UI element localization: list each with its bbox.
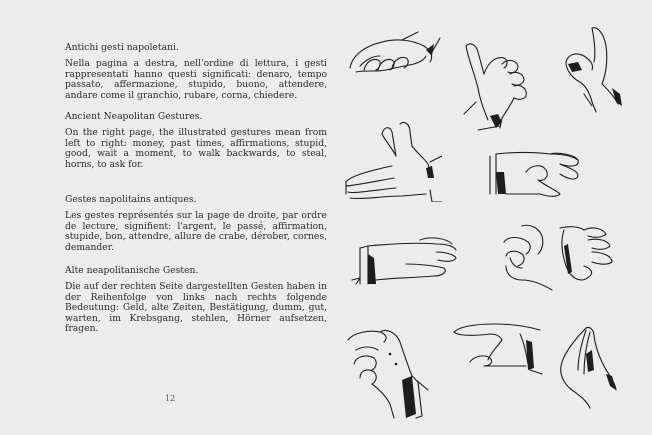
hand-horns-icon: [450, 320, 550, 382]
section-heading: Alte neapolitanische Gesten.: [65, 265, 199, 276]
hand-affirmation-icon: [562, 24, 632, 114]
section-french: [65, 194, 327, 253]
section-body: Les gestes représentés sur la page de droite, par ordre de lecture, signifient: l'argent, le passé, affirmation, stupide, bon, attendre, allure de crabe, dérober, cornes, demander.: [65, 210, 327, 253]
hand-ask-icon: [556, 326, 620, 410]
section-heading: Gestes napolitains antiques.: [65, 194, 197, 205]
section-italian: [65, 42, 327, 101]
section-heading: Antichi gesti napoletani.: [65, 42, 179, 53]
section-body: Die auf der rechten Seite dargestellten Gesten haben in der Reihenfolge von links nach rechts folgende Bedeutung: Geld, alte Zeiten, Bestätigung, dumm, gut, warten, im Krebsgang, stehlen, Hörner aufsetzen, fragen.: [65, 281, 327, 335]
section-body: Nella pagina a destra, nell'ordine di lettura, i gesti rappresentati hanno questi significati: denaro, tempo passato, affermazione, stupido, buono, attendere, andare come il granchio, rubare, corna, chiedere.: [65, 58, 327, 101]
section-german: [65, 265, 327, 335]
section-body: On the right page, the illustrated gestures mean from left to right: money, past times, affirmations, stupid, good, wait a moment, to walk backwards, to steal, horns, to ask for.: [65, 127, 327, 170]
hand-stupid-icon: [342, 120, 442, 202]
section-english: [65, 111, 327, 170]
section-heading: Ancient Neapolitan Gestures.: [65, 111, 203, 122]
page-number: 12: [165, 394, 176, 403]
hand-wait-icon: [350, 234, 460, 288]
hand-crab-walk-icon: [502, 222, 626, 292]
hand-past-times-icon: [462, 38, 536, 134]
hand-money-icon: [342, 26, 442, 76]
right-page-illustrations: [326, 0, 652, 435]
hand-steal-icon: [346, 324, 432, 420]
hand-good-icon: [484, 150, 584, 200]
